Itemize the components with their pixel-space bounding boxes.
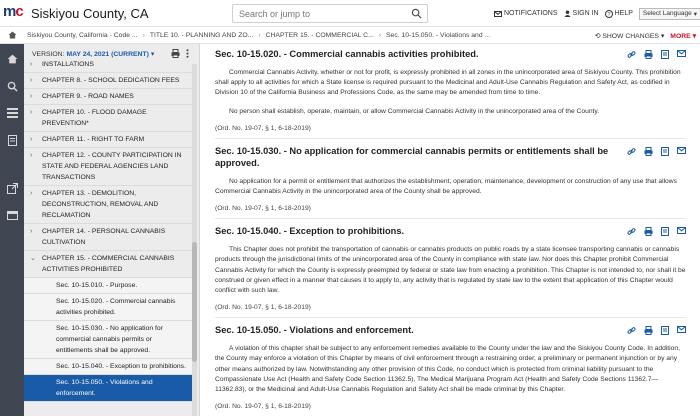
chevron-right-icon[interactable]: › [30,93,33,100]
section-actions [627,326,686,335]
chevron-right-icon[interactable]: › [30,77,33,84]
section-title: Sec. 10-15.020. - Commercial cannabis activities prohibited. [215,49,479,59]
section-history-note: (Ord. No. 19-07, § 1, 6-18-2019) [215,403,311,411]
download-doc-icon[interactable] [661,227,669,236]
breadcrumb-actions [595,27,700,44]
envelope-icon [494,11,502,17]
breadcrumb-item-section[interactable]: Sec. 10-15.050. - Violations and ... [386,31,491,39]
chevron-right-icon[interactable]: › [30,136,33,143]
toc-item-label: Sec. 10-15.030. - No application for commercial cannabis permits or entitlements shall be approved. [56,325,163,354]
toc-item-label: CHAPTER 11. - RIGHT TO FARM [42,136,145,143]
toc-chapter-item[interactable] [24,148,192,186]
search-placeholder: Search or jump to [239,8,311,19]
download-doc-icon[interactable] [661,147,669,156]
section-paragraph: This Chapter does not prohibit the transportation of cannabis or cannabis products on public roads by a state licensee transporting cannabis or cannabis products through the jurisdictional limits of the unincorporated area of the County in compliance with state law. Nor does this Chapter prohibit Commercial Cannabis Activity for which the County is expressly preempted by federal or state law from enacting a prohibition. This Chapter is not intended to, nor shall it be construed or given effect in a manner that causes it to apply to, any activity that is regulated by state law to the extent that application of this Chapter would conflict with such law. [215,246,686,295]
toc-section-item[interactable] [24,359,192,375]
breadcrumb-separator: › [378,31,381,39]
code-section [201,324,700,410]
code-section [201,225,700,318]
toc-item-label: CHAPTER 9. - ROAD NAMES [42,93,134,100]
show-changes-button[interactable]: ⟲ SHOW CHANGES ▾ [594,32,665,40]
code-section [201,145,700,219]
section-divider [215,218,686,219]
icon-rail [0,44,24,416]
rail-external-link-icon[interactable] [0,176,24,200]
section-actions [627,227,686,236]
toc-item-label: CHAPTER 14. - PERSONAL CANNABIS CULTIVATION [42,228,166,246]
toc-item-label: Sec. 10-15.020. - Commercial cannabis activities prohibited. [56,298,176,316]
toc-chapter-item[interactable] [24,251,192,278]
breadcrumb-item-title[interactable]: TITLE 10. - PLANNING AND ZO... [149,31,254,39]
toc-chapter-item[interactable] [24,73,192,89]
toc-section-item[interactable] [24,375,192,402]
email-icon[interactable] [677,326,686,333]
toc-section-item[interactable] [24,321,192,359]
toc-item-label: CHAPTER 12. - COUNTY PARTICIPATION IN STATE AND FEDERAL AGENCIES LAND TRANSACTIONS [42,152,182,181]
code-section [201,44,700,139]
section-divider [215,317,686,318]
version-value[interactable]: MAY 24, 2021 (CURRENT) [66,50,149,58]
user-icon [564,10,571,17]
search-input[interactable] [232,4,428,23]
toc-panel [24,44,200,416]
section-title: Sec. 10-15.030. - No application for commercial cannabis permits or entitlements shall be approved. [215,145,609,168]
print-icon[interactable] [644,326,653,335]
toc-chapter-item[interactable] [24,89,192,105]
toc-chapter-item[interactable] [24,57,192,73]
print-icon[interactable] [644,147,653,156]
site-title[interactable]: Siskiyou County, CA [31,5,149,21]
chevron-right-icon[interactable]: › [30,228,33,235]
toc-item-label: Sec. 10-15.040. - Exception to prohibitions. [56,363,186,370]
print-icon[interactable] [644,227,653,236]
toc-scrollbar[interactable] [192,64,197,416]
top-nav [494,0,700,27]
rail-document-icon[interactable] [0,128,24,152]
toc-item-label: CHAPTER 10. - FLOOD DAMAGE PREVENTION* [42,109,147,127]
email-icon[interactable] [677,227,686,234]
section-divider [215,138,686,139]
toc-scrollbar-thumb[interactable] [192,242,197,362]
toc-item-label: INSTALLATIONS [42,61,94,68]
link-icon[interactable] [627,50,636,59]
breadcrumb [0,27,700,44]
section-actions [627,50,686,59]
link-icon[interactable] [627,326,636,335]
rail-compare-icon[interactable] [0,203,24,227]
toc-list [24,57,192,409]
toc-chapter-item[interactable] [24,186,192,224]
email-icon[interactable] [677,147,686,154]
chevron-right-icon[interactable]: › [30,190,33,197]
history-icon: ⟲ [594,32,601,40]
section-title: Sec. 10-15.050. - Violations and enforcement. [215,325,414,336]
toc-chapter-item[interactable] [24,105,192,132]
rail-search-icon[interactable] [0,74,24,98]
section-actions [627,147,686,156]
link-icon[interactable] [627,227,636,236]
top-header [0,0,700,27]
section-paragraph: No application for a permit or entitlement that authorizes the establishment, operation, maintenance, development or construction of any use that allows Commercial Cannabis Activity in the unincorporated area of the County shall be approved. [215,177,677,196]
toc-chapter-item[interactable] [24,224,192,251]
help-icon [605,10,613,18]
toc-item-label: Sec. 10-15.050. - Violations and enforcement. [56,379,153,397]
download-doc-icon[interactable] [661,50,669,59]
link-icon[interactable] [627,147,636,156]
section-paragraph: Commercial Cannabis Activity, whether or not for profit, is expressly prohibited in all zones in the unincorporated area of Siskiyou County. This prohibition shall apply to all activities for which a State license is required pursuant to the Medicinal and Adult-Use Cannabis Regulation and Safety Act, as codified in Division 10 of the California Business and Professions Code, as the same may be amended from time to time. [215,69,681,97]
more-button[interactable]: MORE ▾ [670,32,696,40]
toc-item-label: CHAPTER 8. - SCHOOL DEDICATION FEES [42,77,180,84]
main-content [201,44,700,416]
notifications-link[interactable]: NOTIFICATIONS [494,10,558,17]
municode-logo[interactable]: mc [3,2,23,20]
home-icon[interactable] [0,27,24,44]
toc-item-label: CHAPTER 13. - DEMOLITION, DECONSTRUCTION, REMOVAL AND RECLAMATION [42,190,159,219]
breadcrumb-item-code[interactable]: Siskiyou County, California - Code ... [27,31,138,39]
chevron-right-icon[interactable]: › [30,61,33,68]
chevron-down-icon[interactable]: ⌄ [30,255,36,262]
chevron-down-icon: ▾ [660,32,665,40]
language-select[interactable]: Select Language ▾ [639,8,700,20]
toc-section-item[interactable] [24,294,192,321]
breadcrumb-separator: › [258,31,261,39]
download-doc-icon[interactable] [661,326,669,335]
help-link[interactable]: ? HELP [605,10,633,18]
toc-section-item[interactable] [24,278,192,294]
email-icon[interactable] [677,50,686,57]
section-title: Sec. 10-15.040. - Exception to prohibitions. [215,226,405,237]
section-paragraph: No person shall establish, operate, maintain, or allow Commercial Cannabis Activity in the unincorporated area of the County. [229,107,600,115]
toc-chapter-item[interactable] [24,132,192,148]
version-selector[interactable]: VERSION: MAY 24, 2021 (CURRENT) ▾ [24,44,199,64]
rail-toc-icon[interactable] [0,101,24,125]
breadcrumb-item-chapter[interactable]: CHAPTER 15. - COMMERCIAL C... [265,31,374,39]
chevron-down-icon: ▾ [150,51,155,58]
breadcrumb-separator: › [142,31,145,39]
sign-in-link[interactable]: SIGN IN [564,10,599,17]
chevron-right-icon[interactable]: › [30,109,33,116]
toc-item-label: Sec. 10-15.010. - Purpose. [56,282,138,289]
search-icon[interactable] [411,8,422,19]
chevron-right-icon[interactable]: › [30,152,33,159]
section-history-note: (Ord. No. 19-07, § 1, 6-18-2019) [215,124,311,132]
svg-text:?: ? [607,11,611,18]
toc-item-label: CHAPTER 15. - COMMERCIAL CANNABIS ACTIVITIES PROHIBITED [42,255,175,273]
section-history-note: (Ord. No. 19-07, § 1, 6-18-2019) [215,304,311,312]
chevron-down-icon: ▾ [693,10,697,18]
section-history-note: (Ord. No. 19-07, § 1, 6-18-2019) [215,205,311,213]
rail-home-icon[interactable] [0,47,24,71]
section-paragraph: A violation of this chapter shall be subject to any enforcement remedies available to the County under the law and the Siskiyou County Code. In addition, the County may enforce a violation of this Chapter by means of civil enforcement through a restraining order, a preliminary or permanent injunction or by any other means authorized by law. Notwithstanding any other provision of this Code, no conduct which is protected from criminal liability pursuant to the Compassionate Use Act (Health and Safety Code Section 11362.5), The Medical Marijuana Program Act (Health and Safety Code Sections 11362.7—11362.83), or the Medicinal and Adult-Use Cannabis Regulation and Safety Act shall be made criminal by this Chapter. [215,345,680,394]
print-icon[interactable] [644,50,653,59]
